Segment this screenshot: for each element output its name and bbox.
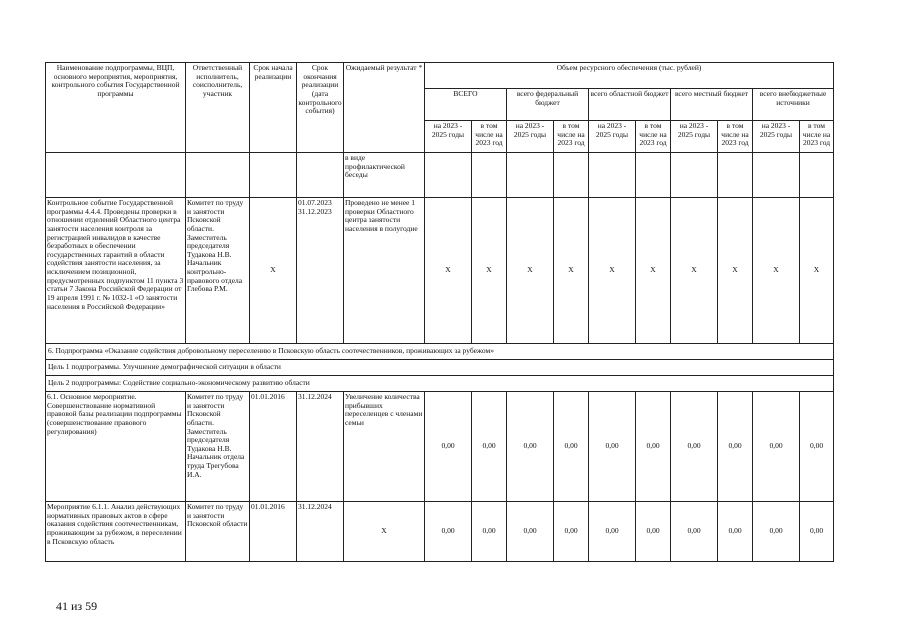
cell-value: 0,00 (589, 392, 636, 502)
cell-value: Х (718, 198, 753, 344)
row-result: Х (344, 502, 425, 562)
page-number: 41 из 59 (56, 599, 98, 613)
row-result: Проведено не менее 1 проверки Областного центра занятости населения в полугодие (344, 198, 425, 344)
cell-value: 0,00 (507, 502, 554, 562)
cell-value: 0,00 (671, 392, 718, 502)
row-start: 01.01.2016 (250, 502, 297, 562)
cell-value: Х (472, 198, 507, 344)
subheader-year: в том числе на 2023 год (636, 121, 671, 153)
header-result: Ожидаемый результат * (344, 63, 425, 153)
cell-value: 0,00 (589, 502, 636, 562)
cell-value: 0,00 (636, 392, 671, 502)
cell-value: 0,00 (507, 392, 554, 502)
subheader-year: в том числе на 2023 год (472, 121, 507, 153)
row-start: Х (250, 198, 297, 344)
row-result: в виде профилактической беседы (344, 153, 425, 198)
header-name: Наименование подпрограммы, ВЦП, основного мероприятия, мероприятия, контрольного события Государственной программы (46, 63, 186, 153)
cell-value: Х (507, 198, 554, 344)
cell-value: 0,00 (800, 392, 834, 502)
cell-value: Х (589, 198, 636, 344)
table-row (46, 198, 834, 344)
header-group-total: ВСЕГО (425, 89, 507, 121)
subheader-period: на 2023 - 2025 годы (507, 121, 554, 153)
subheader-year: в том числе на 2023 год (718, 121, 753, 153)
row-executor: Комитет по труду и занятости Псковской области. Заместитель председателя Тудакова Н.В. Начальник отдела труда Трегубова И.А. (186, 392, 250, 502)
row-end: 01.07.2023 31.12.2023 (297, 198, 344, 344)
cell-value: 0,00 (718, 502, 753, 562)
cell-value: 0,00 (636, 502, 671, 562)
program-table (45, 62, 834, 562)
subheader-year: в том числе на 2023 год (800, 121, 834, 153)
table-row (46, 360, 834, 376)
goal-row: Цель 1 подпрограммы. Улучшение демографической ситуации в области (46, 360, 834, 376)
header-start: Срок начала реализации (250, 63, 297, 153)
header-group-regional: всего областной бюджет (589, 89, 671, 121)
cell-value: Х (753, 198, 800, 344)
header-end: Срок окончания реализации (дата контрольного события) (297, 63, 344, 153)
cell-value: 0,00 (425, 392, 472, 502)
cell-value: 0,00 (554, 502, 589, 562)
cell-value: 0,00 (671, 502, 718, 562)
row-executor: Комитет по труду и занятости Псковской области (186, 502, 250, 562)
header-executor: Ответственный исполнитель, соисполнитель, участник (186, 63, 250, 153)
cell-value: Х (671, 198, 718, 344)
cell-value: Х (800, 198, 834, 344)
table-row (46, 344, 834, 360)
cell-value: 0,00 (472, 502, 507, 562)
row-result: Увеличение количества прибывших переселенцев с членами семьи (344, 392, 425, 502)
row-executor: Комитет по труду и занятости Псковской области. Заместитель председателя Тудакова Н.В. Начальник контрольно-правового отдела Глебова Р.М. (186, 198, 250, 344)
header-group-extrabudget: всего внебюджетные источники (753, 89, 834, 121)
cell-value: 0,00 (472, 392, 507, 502)
row-end: 31.12.2024 (297, 502, 344, 562)
cell-value: 0,00 (718, 392, 753, 502)
cell-value: 0,00 (753, 502, 800, 562)
table-row (46, 392, 834, 502)
subheader-year: в том числе на 2023 год (554, 121, 589, 153)
cell-value: 0,00 (554, 392, 589, 502)
header-group-local: всего местный бюджет (671, 89, 753, 121)
subheader-period: на 2023 - 2025 годы (425, 121, 472, 153)
table-row (46, 376, 834, 392)
cell-value: 0,00 (800, 502, 834, 562)
goal-row: Цель 2 подпрограммы: Содействие социально-экономическому развитию области (46, 376, 834, 392)
table-row (46, 502, 834, 562)
cell-value: Х (554, 198, 589, 344)
subprogram-title: 6. Подпрограмма «Оказание содействия добровольному переселению в Псковскую область соотечественников, проживающих за рубежом» (46, 344, 834, 360)
row-end: 31.12.2024 (297, 392, 344, 502)
row-start: 01.01.2016 (250, 392, 297, 502)
cell-value: Х (425, 198, 472, 344)
row-name: Мероприятие 6.1.1. Анализ действующих нормативных правовых актов в сфере оказания содействия соотечественникам, проживающим за рубежом, в переселении в Псковскую область (46, 502, 186, 562)
table-row (46, 153, 834, 198)
header-funding: Объем ресурсного обеспечения (тыс. рублей) (425, 63, 834, 89)
subheader-period: на 2023 - 2025 годы (671, 121, 718, 153)
row-name: 6.1. Основное мероприятие. Совершенствование нормативной правовой базы реализации подпрограммы (совершенствование правового регулирования) (46, 392, 186, 502)
subheader-period: на 2023 - 2025 годы (589, 121, 636, 153)
cell-value: Х (636, 198, 671, 344)
cell-value: 0,00 (425, 502, 472, 562)
cell-value: 0,00 (753, 392, 800, 502)
header-group-federal: всего федеральный бюджет (507, 89, 589, 121)
row-name: Контрольное событие Государственной программы 4.4.4. Проведены проверки в отношении отделений Областного центра занятости населения контроля за регистрацией инвалидов в качестве безработных в обеспечении государственных гарантий в области содействия занятости населения, за исключением позиционной, предусмотренных подпунктом 11 пункта 3 статьи 7 Закона Российской Федерации от 19 апреля 1991 г. № 1032-1 «О занятости населения в Российской Федерации» (46, 198, 186, 344)
subheader-period: на 2023 - 2025 годы (753, 121, 800, 153)
